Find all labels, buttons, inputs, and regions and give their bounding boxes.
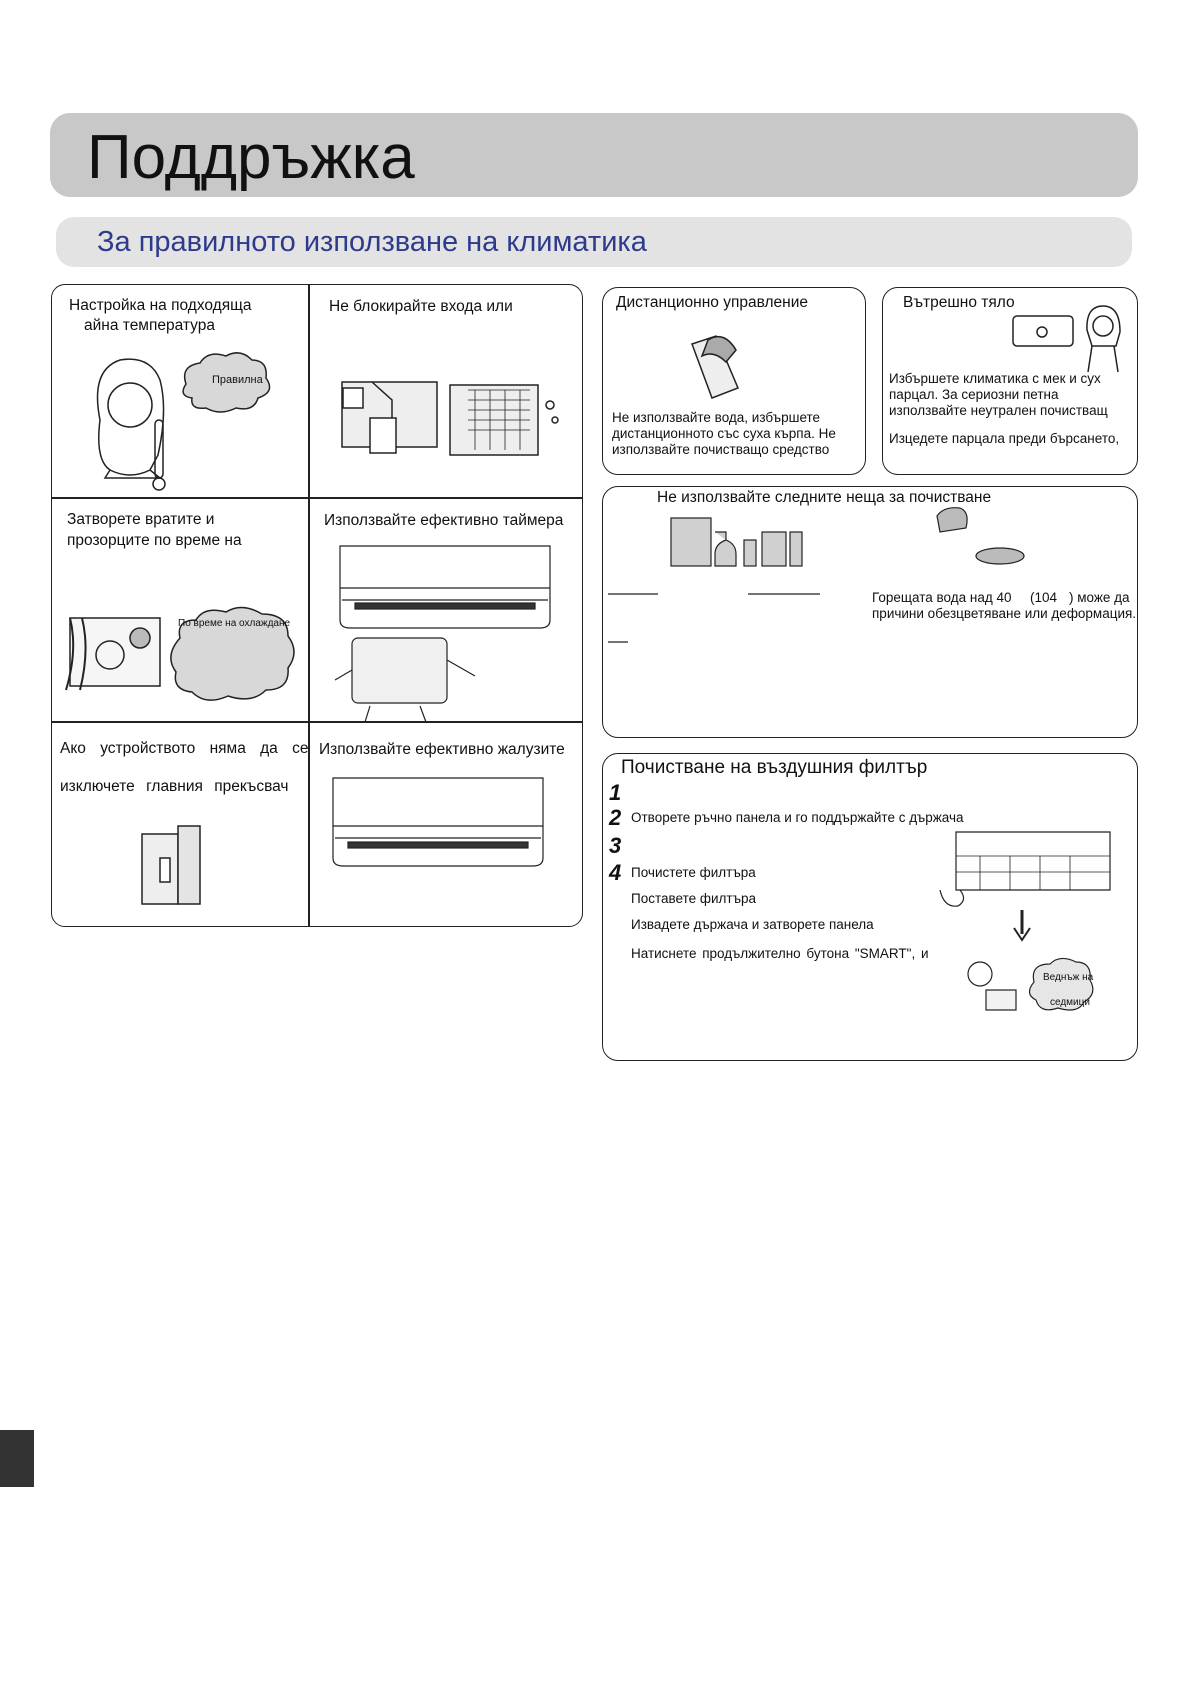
indoor-text-3: използвайте неутрален почистващ bbox=[889, 403, 1108, 418]
page-title: Поддръжка bbox=[87, 123, 415, 192]
bubble-weeks: седмици bbox=[1050, 997, 1090, 1008]
hot-water-text-2: ) може да bbox=[1069, 590, 1130, 605]
indoor-title: Вътрешно тяло bbox=[903, 294, 1015, 311]
bubble-cooling: По време на охлаждане bbox=[178, 618, 291, 629]
tip-doors-line1: Затворете вратите и bbox=[67, 511, 215, 528]
side-tab bbox=[0, 1430, 34, 1487]
tip-temperature-line2: айна температура bbox=[84, 317, 215, 334]
indoor-text-2: парцал. За сериозни петна bbox=[889, 387, 1059, 402]
remote-text-3: използвайте почистващо средство bbox=[612, 442, 830, 457]
indoor-text-1: Избършете климатика с мек и сух bbox=[889, 371, 1101, 386]
step-number: 3 bbox=[609, 833, 622, 858]
indoor-text-4: Изцедете парцала преди бърсането, bbox=[889, 431, 1120, 446]
step-number: 4 bbox=[609, 860, 622, 885]
tip-block-line1: Не блокирайте входа или bbox=[329, 298, 513, 315]
step-text: Почистете филтъра bbox=[631, 865, 756, 880]
step-number: 1 bbox=[609, 780, 622, 805]
tip-switch-line2: изключете главния прекъсвач bbox=[60, 778, 289, 795]
filter-extra-3: Натиснете продължително бутона "SMART", и bbox=[631, 946, 929, 961]
hot-water-fahrenheit: (104 bbox=[1030, 590, 1058, 605]
remote-text-1: Не използвайте вода, избършете bbox=[612, 410, 821, 425]
tip-switch-line1: Ако устройството няма да се bbox=[60, 740, 309, 757]
filter-extra-1: Поставете филтъра bbox=[631, 891, 757, 906]
dont-use-title: Не използвайте следните неща за почистване bbox=[657, 489, 992, 506]
tip-temperature-line1: Настройка на подходяща bbox=[69, 297, 252, 314]
filter-title: Почистване на въздушния филтър bbox=[621, 757, 928, 778]
tip-timer-line1: Използвайте ефективно таймера bbox=[324, 512, 564, 529]
remote-title: Дистанционно управление bbox=[616, 294, 808, 311]
page-subtitle: За правилното използване на климатика bbox=[97, 226, 647, 258]
bubble-once-a: Веднъж на bbox=[1043, 972, 1094, 983]
hot-water-text-1: Горещата вода над 40 bbox=[872, 590, 1012, 605]
tip-doors-line2: прозорците по време на bbox=[67, 532, 242, 549]
step-text: Отворете ръчно панела и го поддържайте с държача bbox=[631, 810, 964, 825]
remote-text-2: дистанционното със суха кърпа. Не bbox=[612, 426, 836, 441]
filter-extra-2: Извадете държача и затворете панела bbox=[631, 917, 874, 932]
step-number: 2 bbox=[609, 805, 622, 830]
hot-water-text-3: причини обезцветяване или деформация. bbox=[872, 606, 1137, 621]
tip-louvers-line1: Използвайте ефективно жалузите bbox=[319, 741, 565, 758]
bubble-correct: Правилна bbox=[212, 374, 263, 386]
